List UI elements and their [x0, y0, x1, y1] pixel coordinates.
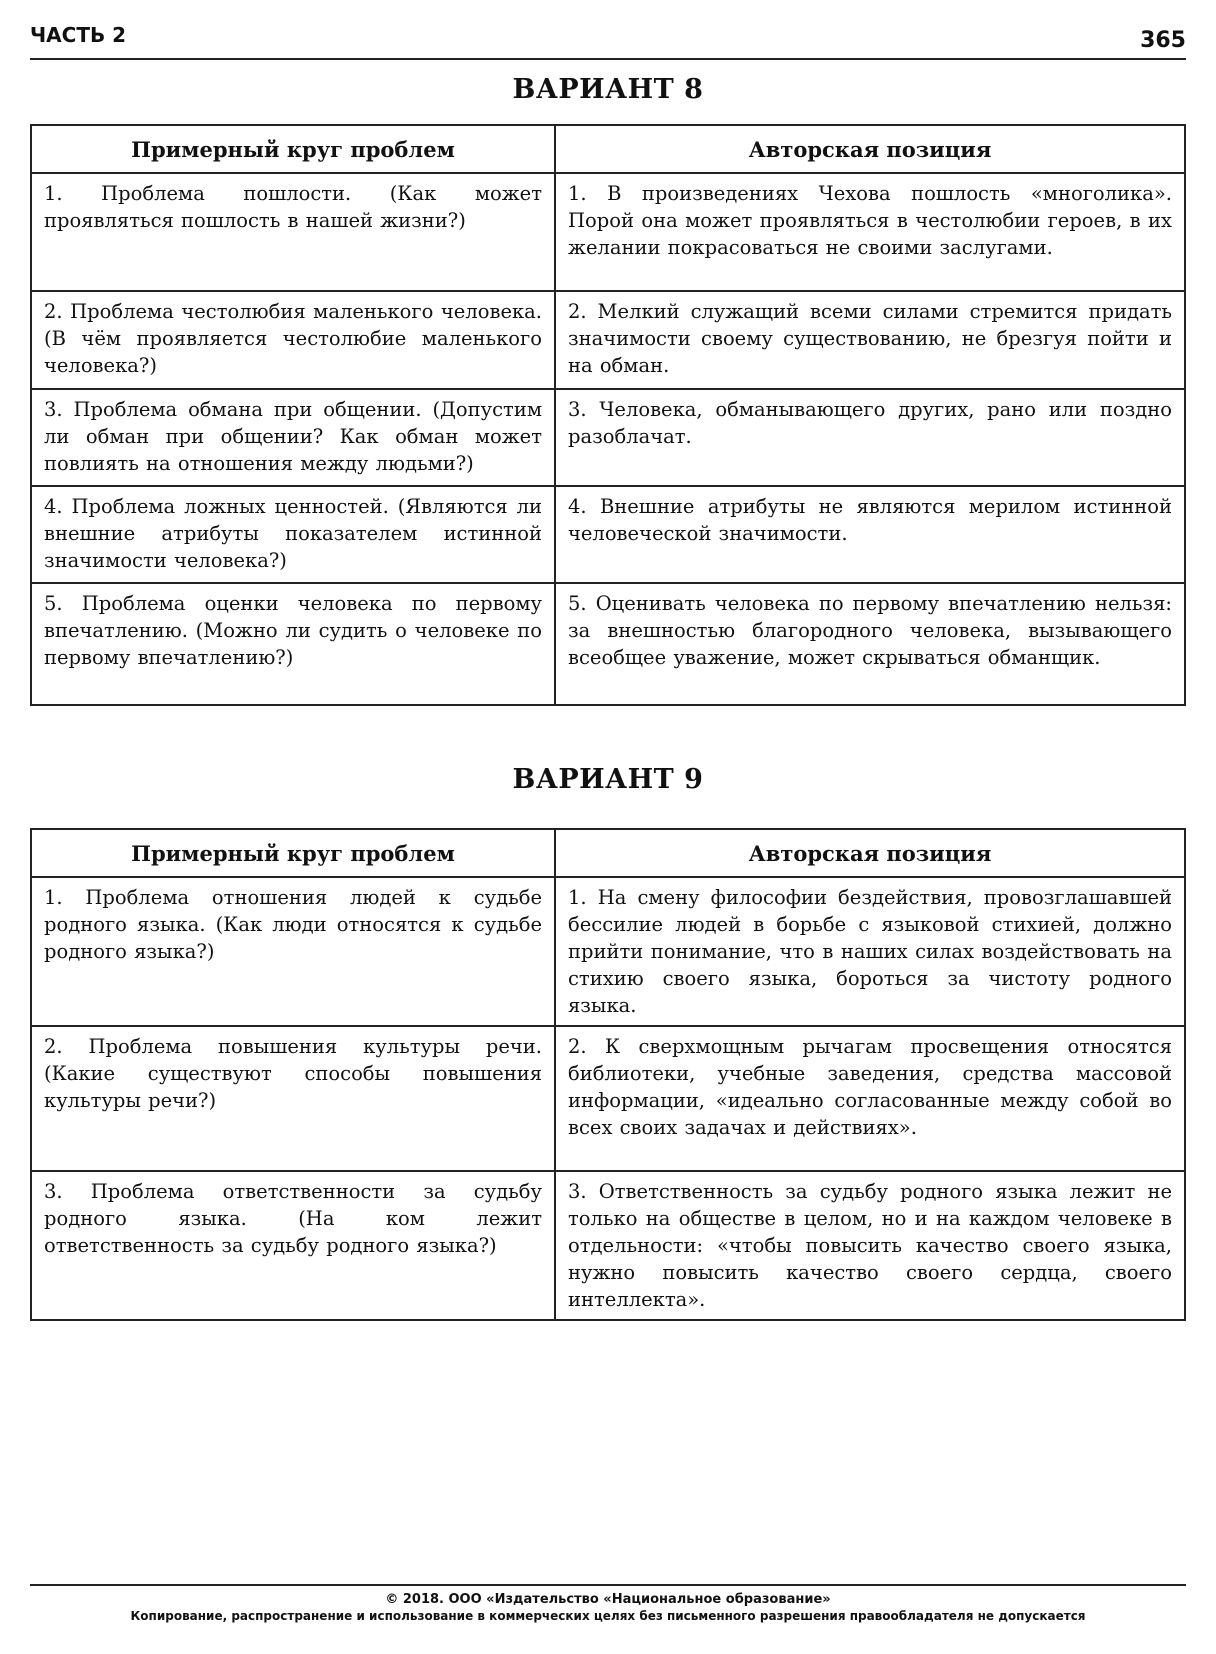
table-row [31, 877, 1185, 1026]
problem-cell: 3. Проблема ответственности за судьбу родного языка. (На ком лежит ответственность за судьбу родного языка?) [31, 1171, 555, 1320]
position-cell: 3. Ответственность за судьбу родного языка лежит не только на обществе в целом, но и на каждом человеке в отдельности: «чтобы повысить качество своего языка, нужно повысить качество своего сердца, своего интеллекта». [555, 1171, 1185, 1320]
variant-9-table [30, 828, 1186, 1321]
column-header-position: Авторская позиция [555, 125, 1185, 173]
copyright-notice: Копирование, распространение и использование в коммерческих целях без письменного разрешения правообладателя не допускается [130, 1609, 1086, 1623]
problem-cell: 2. Проблема повышения культуры речи. (Какие существуют способы повышения культуры речи?) [31, 1026, 555, 1171]
variant-8-title: ВАРИАНТ 8 [512, 74, 704, 105]
table-header-row [31, 125, 1185, 173]
table-row [31, 486, 1185, 583]
position-cell: 3. Человека, обманывающего других, рано или поздно разоблачат. [555, 389, 1185, 486]
part-label: ЧАСТЬ 2 [30, 23, 127, 47]
problem-cell: 4. Проблема ложных ценностей. (Являются ли внешние атрибуты показателем истинной значимости человека?) [31, 486, 555, 583]
column-header-problems: Примерный круг проблем [31, 125, 555, 173]
problem-cell: 3. Проблема обмана при общении. (Допустим ли обман при общении? Как обман может повлиять на отношения между людьми?) [31, 389, 555, 486]
problem-cell: 5. Проблема оценки человека по первому впечатлению. (Можно ли судить о человеке по первому впечатлению?) [31, 583, 555, 705]
page-number: 365 [1140, 28, 1186, 53]
position-cell: 5. Оценивать человека по первому впечатлению нельзя: за внешностью благородного человека, вызывающего всеобщее уважение, может скрываться обманщик. [555, 583, 1185, 705]
problem-cell: 1. Проблема пошлости. (Как может проявляться пошлость в нашей жизни?) [31, 173, 555, 291]
table-header-row [31, 829, 1185, 877]
problem-cell: 2. Проблема честолюбия маленького человека. (В чём проявляется честолюбие маленького человека?) [31, 291, 555, 389]
position-cell: 1. На смену философии бездействия, провозглашавшей бессилие людей в борьбе с языковой стихией, должно прийти понимание, что в наших силах воздействовать на стихию своего языка, бороться за чистоту родного языка. [555, 877, 1185, 1026]
column-header-position: Авторская позиция [555, 829, 1185, 877]
position-cell: 2. К сверхмощным рычагам просвещения относятся библиотеки, учебные заведения, средства массовой информации, «идеально согласованные между собой во всех своих задачах и действиях». [555, 1026, 1185, 1171]
problem-cell: 1. Проблема отношения людей к судьбе родного языка. (Как люди относятся к судьбе родного языка?) [31, 877, 555, 1026]
table-row [31, 1171, 1185, 1320]
variant-9-title: ВАРИАНТ 9 [512, 764, 704, 795]
position-cell: 1. В произведениях Чехова пошлость «многолика». Порой она может проявляться в честолюбии героев, в их желании покрасоваться не своими заслугами. [555, 173, 1185, 291]
table-row [31, 583, 1185, 705]
copyright-line: © 2018. ООО «Издательство «Национальное образование» [385, 1592, 831, 1607]
table-row [31, 1026, 1185, 1171]
table-row [31, 173, 1185, 291]
running-header [30, 18, 1186, 60]
column-header-problems: Примерный круг проблем [31, 829, 555, 877]
position-cell: 2. Мелкий служащий всеми силами стремится придать значимости своему существованию, не брезгуя пойти и на обман. [555, 291, 1185, 389]
position-cell: 4. Внешние атрибуты не являются мерилом истинной человеческой значимости. [555, 486, 1185, 583]
copyright-footer [30, 1584, 1186, 1623]
table-row [31, 389, 1185, 486]
table-row [31, 291, 1185, 389]
variant-8-table [30, 124, 1186, 706]
